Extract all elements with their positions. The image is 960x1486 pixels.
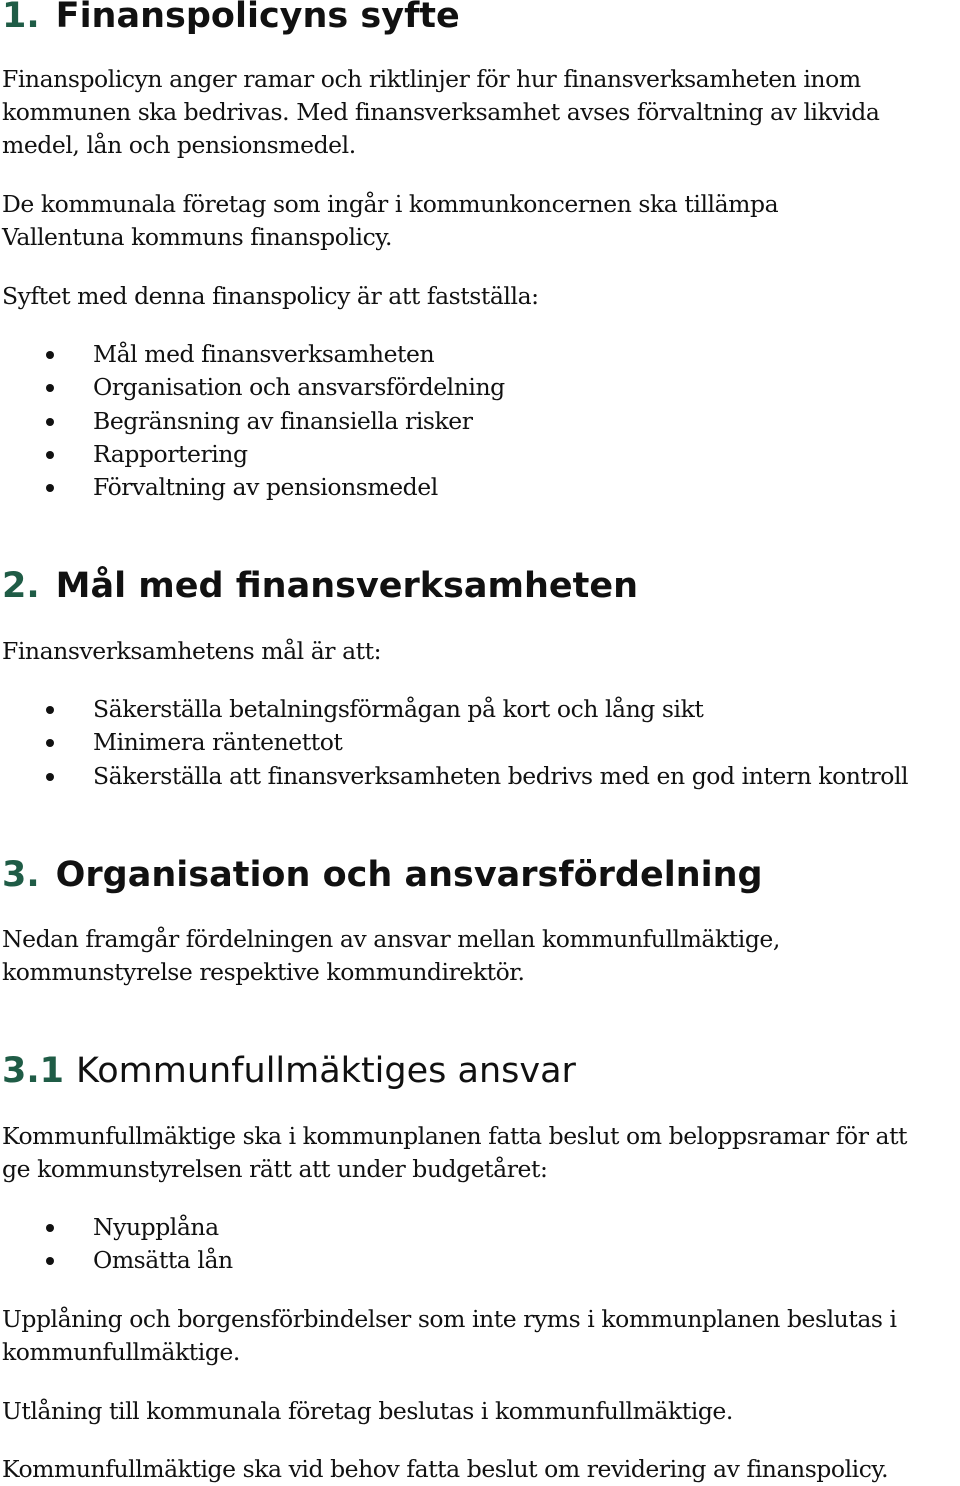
list-item — [2, 693, 908, 726]
list-item — [2, 726, 908, 759]
paragraph: Finansverksamhetens mål är att: — [2, 637, 382, 665]
section-number: 3.1 — [2, 1051, 65, 1091]
list-item — [2, 1244, 233, 1277]
section-title: Organisation och ansvarsfördelning — [55, 855, 763, 895]
bullet-icon — [46, 739, 54, 747]
paragraph: Finanspolicyn anger ramar och riktlinjer för hur finansverksamheten inom kommunen ska bedrivas. Med finansverksamhet avses förvaltning av likvida medel, lån och pensionsmedel. — [2, 65, 880, 159]
section-2-heading — [2, 568, 638, 604]
list-item — [2, 438, 505, 471]
list-item-text: Rapportering — [93, 439, 248, 468]
paragraph: Kommunfullmäktige ska vid behov fatta beslut om revidering av finanspolicy. — [2, 1455, 889, 1483]
bullet-icon — [46, 451, 54, 459]
list-item-text: Mål med finansverksamheten — [93, 340, 435, 368]
paragraph: Utlåning till kommunala företag beslutas i kommunfullmäktige. — [2, 1397, 733, 1425]
list-item — [2, 338, 505, 371]
bullet-icon — [46, 1257, 54, 1265]
section-title: Mål med finansverksamheten — [55, 566, 639, 606]
list-item — [2, 1211, 233, 1244]
bullet-icon — [46, 351, 54, 359]
bullet-icon — [46, 484, 54, 492]
section-1-heading — [2, 0, 460, 34]
paragraph: Syftet med denna finanspolicy är att fastställa: — [2, 282, 539, 310]
section-3-heading — [2, 857, 763, 893]
list-item — [2, 371, 505, 404]
list-item-text: Organisation och ansvarsfördelning — [93, 373, 505, 402]
list-item-text: Begränsning av finansiella risker — [93, 406, 473, 435]
list-item-text: Nyupplåna — [93, 1213, 219, 1241]
bullet-list — [2, 693, 908, 793]
paragraph: Kommunfullmäktige ska i kommunplanen fatta beslut om beloppsramar för att ge kommunstyrelsen rätt att under budgetåret: — [2, 1122, 908, 1183]
list-item-text: Förvaltning av pensionsmedel — [93, 473, 438, 502]
paragraph: Nedan framgår fördelningen av ansvar mellan kommunfullmäktige, kommunstyrelse respektive kommundirektör. — [2, 925, 780, 986]
bullet-icon — [46, 773, 54, 781]
bullet-icon — [46, 1224, 54, 1232]
bullet-list — [2, 1211, 233, 1278]
bullet-icon — [46, 384, 54, 392]
bullet-list — [2, 338, 505, 504]
bullet-icon — [46, 706, 54, 714]
section-title: Kommunfullmäktiges ansvar — [76, 1051, 576, 1091]
bullet-icon — [46, 418, 54, 426]
list-item-text: Säkerställa att finansverksamheten bedrivs med en god intern kontroll — [93, 761, 909, 790]
section-3-1-heading — [2, 1051, 576, 1091]
list-item — [2, 471, 505, 504]
paragraph: De kommunala företag som ingår i kommunkoncernen ska tillämpa Vallentuna kommuns finanspolicy. — [2, 190, 779, 251]
list-item-text: Säkerställa betalningsförmågan på kort och lång sikt — [93, 695, 704, 723]
list-item-text: Omsätta lån — [93, 1246, 233, 1275]
section-number: 2. — [2, 566, 40, 606]
paragraph: Upplåning och borgensförbindelser som inte ryms i kommunplanen beslutas i kommunfullmäktige. — [2, 1305, 897, 1366]
section-number: 3. — [2, 855, 40, 895]
list-item — [2, 760, 908, 793]
list-item — [2, 405, 505, 438]
section-title: Finanspolicyns syfte — [55, 0, 460, 36]
list-item-text: Minimera räntenettot — [93, 728, 343, 757]
section-number: 1. — [2, 0, 40, 36]
